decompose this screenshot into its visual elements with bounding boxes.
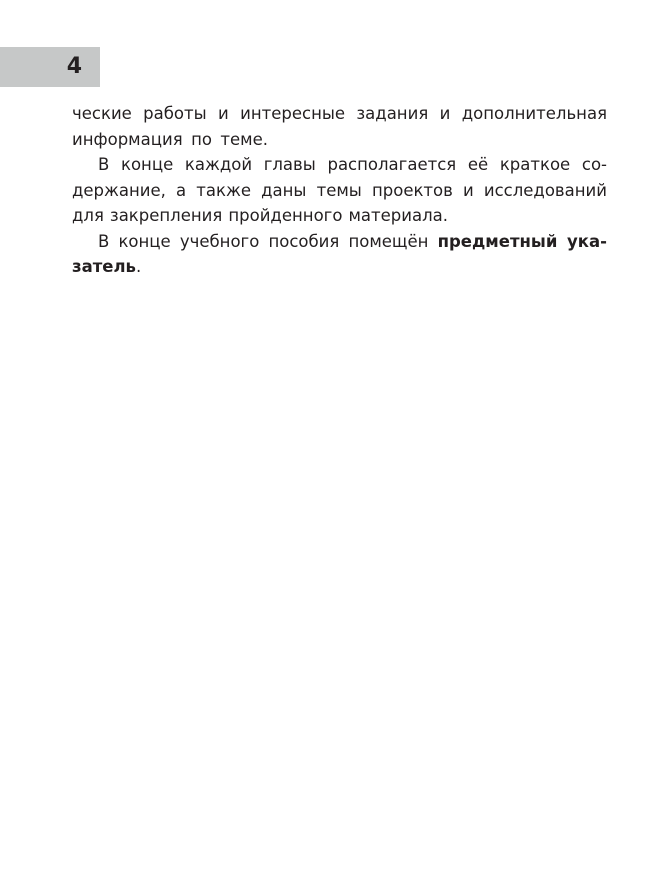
paragraph-line [72,229,607,255]
index-term: затель [72,257,136,276]
page-number-tab [0,47,100,87]
paragraph-line: ческие работы и интересные задания и дополнительная [72,104,607,123]
paragraph-3 [72,229,607,280]
paragraph-2 [72,152,607,229]
paragraph-line: для закрепления пройденного материала. [72,206,448,225]
paragraph-text: В конце учебного пособия помещён [98,231,438,251]
paragraph-line: информация по теме. [72,129,268,149]
paragraph-text: . [136,257,142,276]
index-term: предметный ука- [437,231,607,251]
body-text [72,101,607,280]
paragraph-1 [72,101,607,152]
paragraph-line [72,254,607,280]
paragraph-line: В конце каждой главы располагается её краткое со- [98,155,607,174]
paragraph-line: держание, а также даны темы проектов и исследований [72,180,607,200]
page-number: 4 [66,54,82,79]
